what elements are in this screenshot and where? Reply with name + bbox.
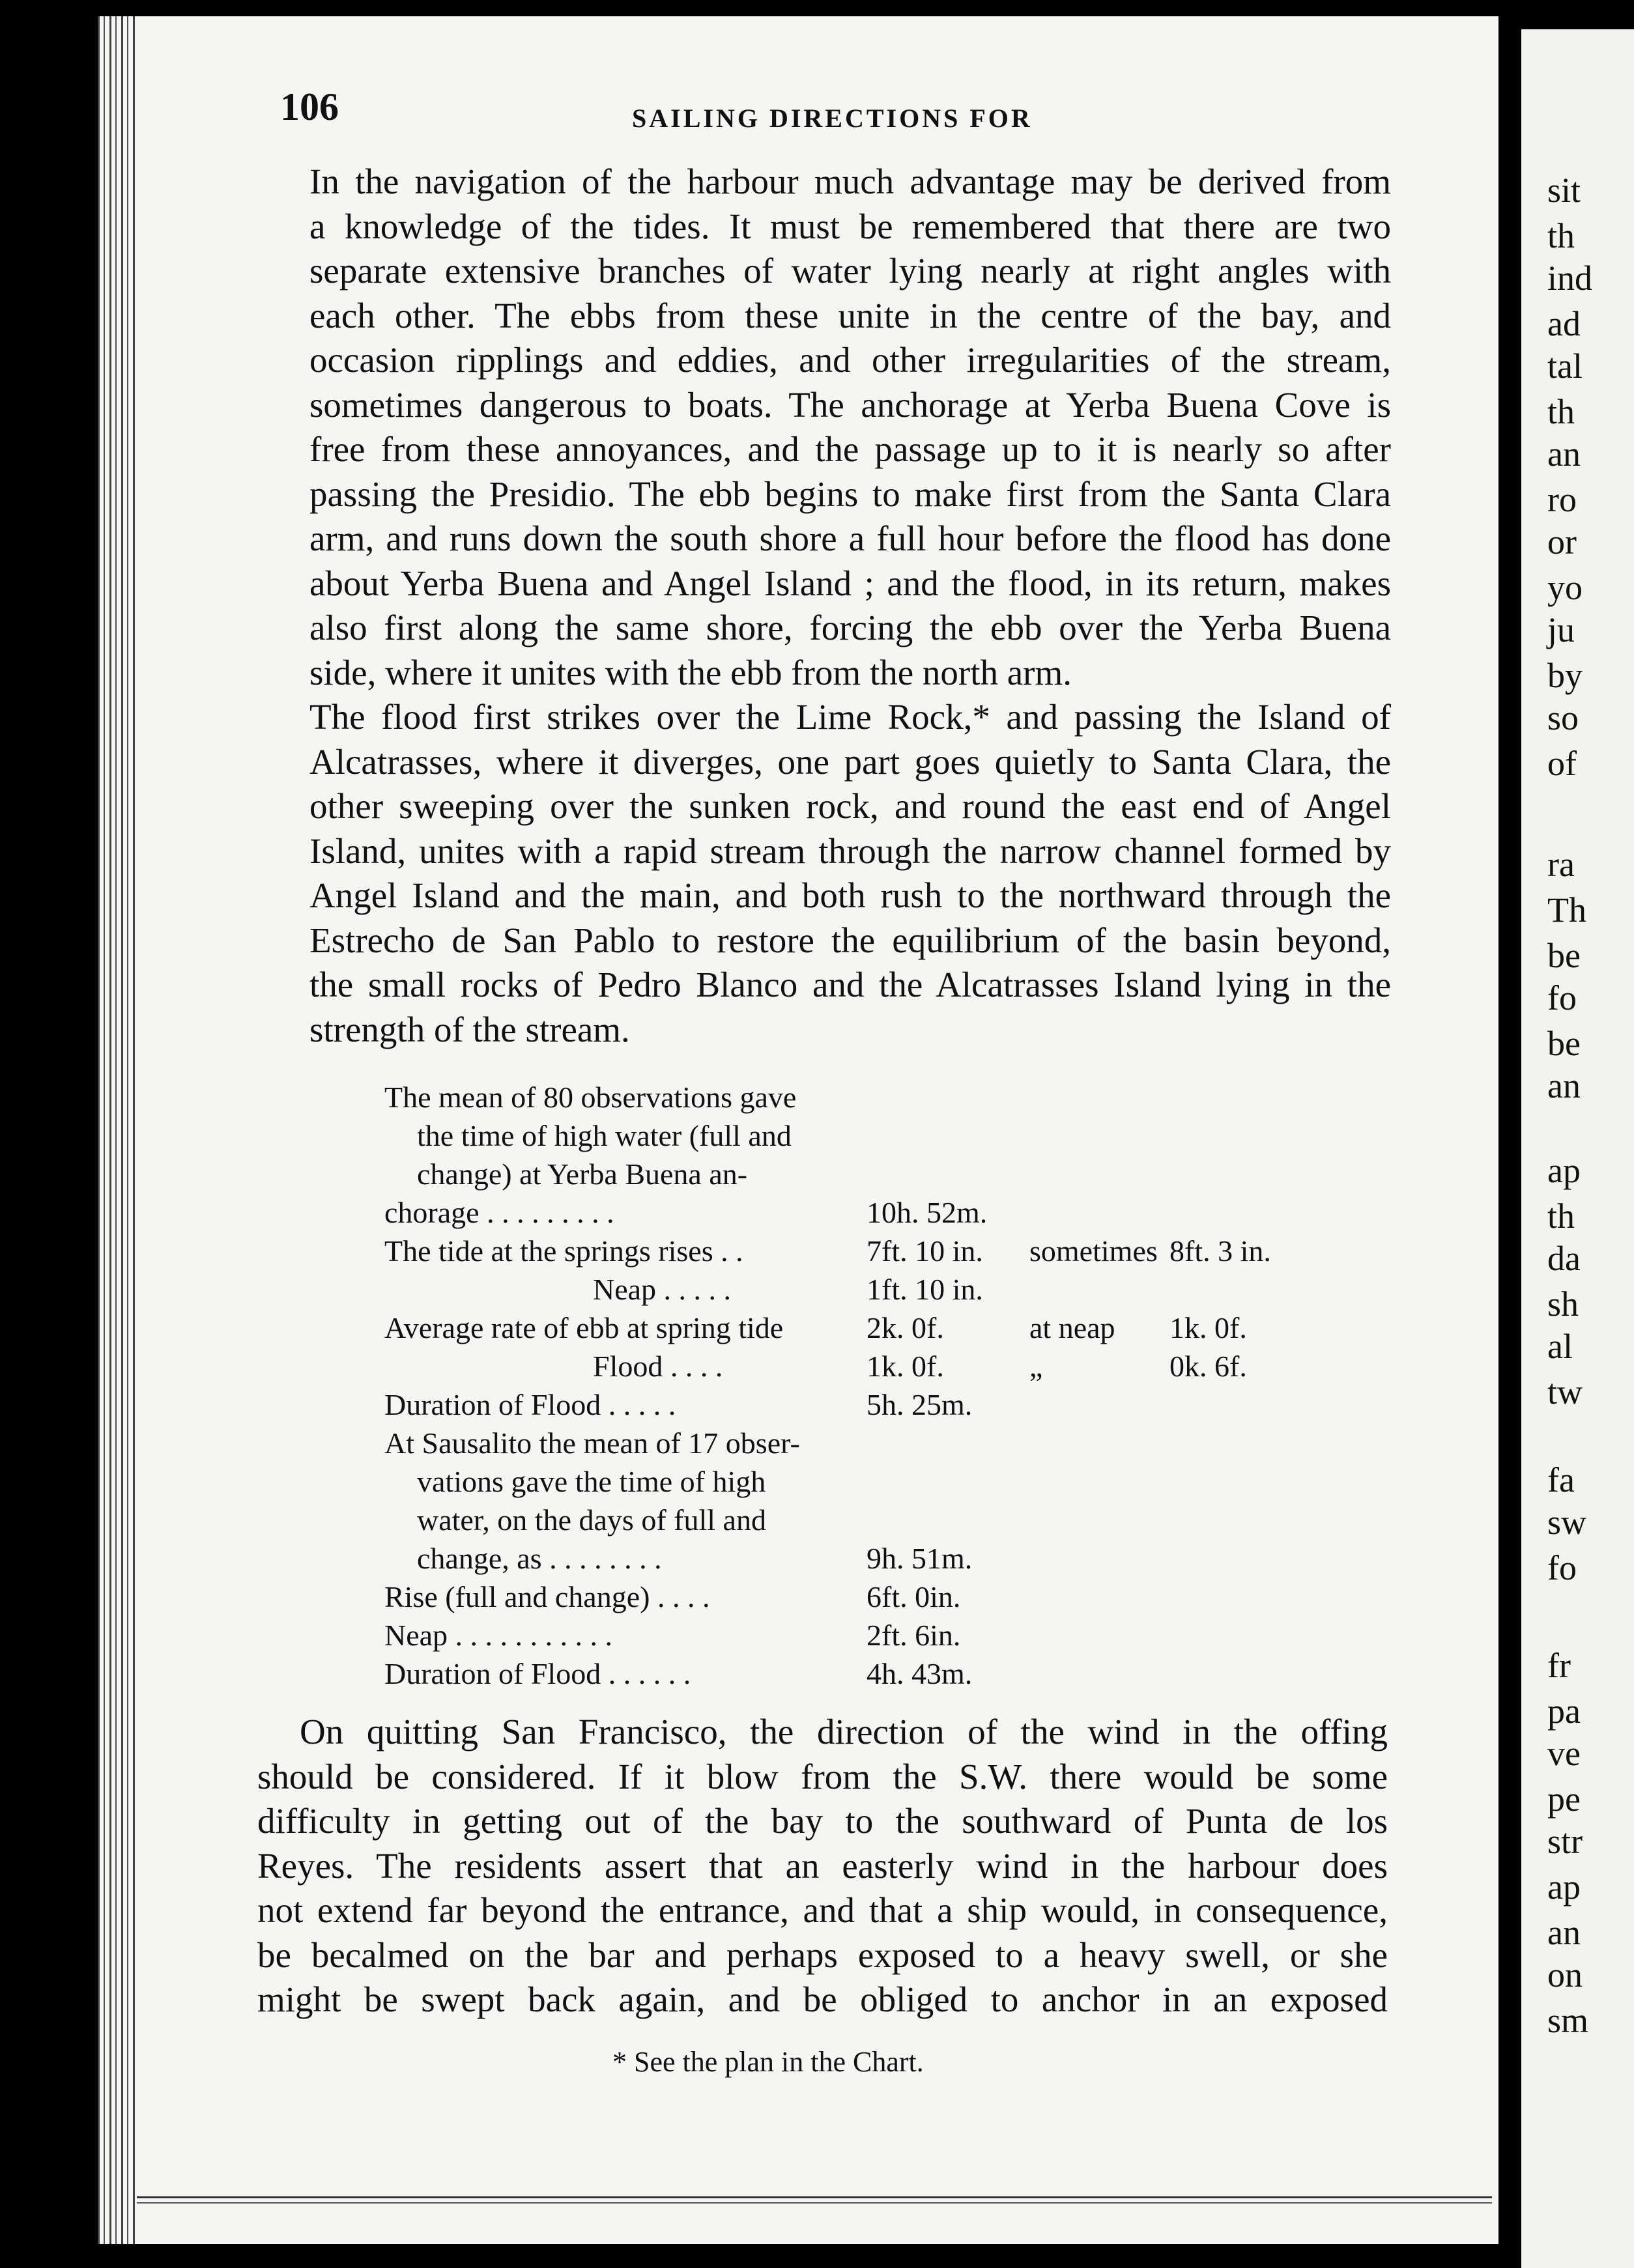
tide-row-value: 7ft. 10 in. xyxy=(867,1234,983,1268)
paragraph-flood xyxy=(267,695,1391,1052)
text-line: Reyes. The residents assert that an easterly wind in the harbour does xyxy=(257,1845,1388,1886)
tide-row-label: Duration of Flood . . . . . xyxy=(384,1388,676,1421)
facing-page-fragment: an xyxy=(1547,1066,1581,1105)
tide-row-value: „ xyxy=(1029,1350,1043,1383)
facing-page-fragment: so xyxy=(1547,698,1579,737)
facing-page-fragment: Th xyxy=(1547,890,1586,929)
text-line: the small rocks of Pedro Blanco and the Alcatrasses Island lying in the xyxy=(309,965,1391,1004)
tide-row-label: the time of high water (full and xyxy=(417,1119,792,1152)
facing-page-edge xyxy=(1521,29,1634,2268)
text-line: occasion ripplings and eddies, and other irregularities of the stream, xyxy=(309,340,1391,380)
main-text xyxy=(267,160,1391,1052)
facing-page-fragment: sm xyxy=(1547,2001,1589,2040)
text-line: separate extensive branches of water lying nearly at right angles with xyxy=(309,251,1391,291)
tide-row-value: 9h. 51m. xyxy=(867,1542,973,1575)
tide-row-label: At Sausalito the mean of 17 obser- xyxy=(384,1426,800,1460)
tide-row-value: 5h. 25m. xyxy=(867,1388,973,1421)
tide-row-label: The mean of 80 observations gave xyxy=(384,1081,797,1114)
tide-row-value: 8ft. 3 in. xyxy=(1169,1234,1271,1268)
facing-page-fragment: ap xyxy=(1547,1867,1581,1907)
text-line: Island, unites with a rapid stream through the narrow channel formed by xyxy=(309,830,1391,871)
facing-page-fragment: sit xyxy=(1547,171,1581,210)
facing-page-fragment: ind xyxy=(1547,259,1593,298)
text-line: about Yerba Buena and Angel Island ; and the flood, in its return, makes xyxy=(309,563,1391,603)
footnote: * See the plan in the Chart. xyxy=(612,2046,924,2078)
text-line: other sweeping over the sunken rock, and round the east end of Angel xyxy=(309,786,1391,826)
text-line: might be swept back again, and be obliged to anchor in an exposed xyxy=(257,1979,1388,2019)
facing-page-fragment: ju xyxy=(1547,610,1575,649)
tide-row-value: 2ft. 6in. xyxy=(867,1619,961,1652)
text-line: free from these annoyances, and the passage up to it is nearly so after xyxy=(309,429,1391,469)
facing-page-fragment: tw xyxy=(1547,1372,1583,1411)
tide-row-value: 10h. 52m. xyxy=(867,1196,988,1229)
facing-page-fragment: ve xyxy=(1547,1734,1581,1773)
text-line: also first along the same shore, forcing the ebb over the Yerba Buena xyxy=(309,608,1391,647)
text-line: be becalmed on the bar and perhaps exposed to a heavy swell, or she xyxy=(257,1935,1388,1975)
facing-page-fragment: on xyxy=(1547,1955,1583,1994)
facing-page-fragment: sw xyxy=(1547,1503,1587,1542)
tide-row-label: Average rate of ebb at spring tide xyxy=(384,1311,784,1344)
page-bottom-rule xyxy=(137,2196,1492,2204)
text-line: difficulty in getting out of the bay to the southward of Punta de los xyxy=(257,1801,1388,1841)
facing-page-fragment: fr xyxy=(1547,1646,1571,1685)
text-line: should be considered. If it blow from the S.W. there would be some xyxy=(257,1756,1388,1796)
text-line: Alcatrasses, where it diverges, one part goes quietly to Santa Clara, the xyxy=(309,741,1391,782)
page-binding-edge xyxy=(98,16,137,2244)
tide-row-value: at neap xyxy=(1029,1311,1115,1344)
paragraph-quitting xyxy=(257,1710,1388,2022)
text-line: each other. The ebbs from these unite in the centre of the bay, and xyxy=(309,295,1391,335)
facing-page-fragment: an xyxy=(1547,1913,1581,1952)
facing-page-fragment: of xyxy=(1547,744,1577,783)
tide-row-label: water, on the days of full and xyxy=(417,1503,766,1537)
facing-page-fragment: yo xyxy=(1547,568,1583,607)
text-line: On quitting San Francisco, the direction of the wind in the offing xyxy=(300,1712,1388,1751)
facing-page-fragment: fa xyxy=(1547,1460,1575,1499)
facing-page-fragment: da xyxy=(1547,1239,1581,1278)
text-line: passing the Presidio. The ebb begins to make first from the Santa Clara xyxy=(309,474,1391,514)
facing-page-fragment: pe xyxy=(1547,1779,1581,1819)
facing-page-fragment: pa xyxy=(1547,1692,1581,1731)
facing-page-fragment: sh xyxy=(1547,1284,1579,1324)
tide-row-value: sometimes xyxy=(1029,1234,1158,1268)
tide-row-label: The tide at the springs rises . . xyxy=(384,1234,743,1268)
facing-page-fragment: be xyxy=(1547,1024,1581,1063)
tide-row-value: 4h. 43m. xyxy=(867,1657,973,1690)
text-line: In the navigation of the harbour much advantage may be derived from xyxy=(309,162,1391,201)
scan-left-edge xyxy=(0,0,98,2268)
text-line: a knowledge of the tides. It must be remembered that there are two xyxy=(309,206,1391,246)
paragraph-tides xyxy=(267,160,1391,695)
running-title: SAILING DIRECTIONS FOR xyxy=(632,104,1033,133)
tide-row-value: 2k. 0f. xyxy=(867,1311,944,1344)
facing-page-fragment: fo xyxy=(1547,1548,1577,1587)
facing-page-fragment: by xyxy=(1547,656,1583,695)
facing-page-fragment: ra xyxy=(1547,845,1575,884)
text-line: arm, and runs down the south shore a full hour before the flood has done xyxy=(309,518,1391,558)
facing-page-fragment: or xyxy=(1547,522,1577,561)
tide-row-value: 1k. 0f. xyxy=(1169,1311,1247,1344)
tide-row-label: chorage . . . . . . . . . xyxy=(384,1196,614,1229)
facing-page-fragment: tal xyxy=(1547,347,1583,386)
facing-page-fragment: ad xyxy=(1547,304,1581,343)
text-line: The flood first strikes over the Lime Rock,* and passing the Island of xyxy=(309,697,1391,737)
tide-row-value: 0k. 6f. xyxy=(1169,1350,1247,1383)
facing-page-fragment: be xyxy=(1547,936,1581,975)
text-line: not extend far beyond the entrance, and that a ship would, in consequence, xyxy=(257,1890,1388,1930)
facing-page-fragment: an xyxy=(1547,434,1581,474)
facing-page-fragment: th xyxy=(1547,392,1575,431)
tide-row-label: Rise (full and change) . . . . xyxy=(384,1580,710,1613)
tide-row-label: change, as . . . . . . . . xyxy=(417,1542,662,1575)
facing-page-fragment: al xyxy=(1547,1327,1573,1366)
text-line: strength of the stream. xyxy=(309,1009,630,1049)
tide-row-value: 6ft. 0in. xyxy=(867,1580,961,1613)
text-line: Angel Island and the main, and both rush to the northward through the xyxy=(309,875,1391,915)
tide-row-label: change) at Yerba Buena an- xyxy=(417,1157,748,1191)
page-number: 106 xyxy=(280,85,339,128)
text-line: sometimes dangerous to boats. The anchorage at Yerba Buena Cove is xyxy=(309,384,1391,425)
tide-row-label: vations gave the time of high xyxy=(417,1465,766,1498)
facing-page-fragment: th xyxy=(1547,216,1575,255)
tide-row-label: Flood . . . . xyxy=(593,1350,723,1383)
tide-row-label: Neap . . . . . . . . . . . xyxy=(384,1619,613,1652)
facing-page-fragment: fo xyxy=(1547,978,1577,1017)
tide-row-value: 1k. 0f. xyxy=(867,1350,944,1383)
tide-row-value: 1ft. 10 in. xyxy=(867,1273,983,1306)
facing-page-fragment: str xyxy=(1547,1822,1583,1861)
page-gutter xyxy=(1498,0,1521,2268)
tide-row-label: Duration of Flood . . . . . . xyxy=(384,1657,691,1690)
tide-row-label: Neap . . . . . xyxy=(593,1273,732,1306)
text-line: Estrecho de San Pablo to restore the equilibrium of the basin beyond, xyxy=(309,920,1391,960)
facing-page-fragment: th xyxy=(1547,1197,1575,1236)
facing-page-fragment: ap xyxy=(1547,1151,1581,1190)
facing-page-fragment: ro xyxy=(1547,480,1577,519)
text-line: side, where it unites with the ebb from the north arm. xyxy=(309,652,1072,692)
